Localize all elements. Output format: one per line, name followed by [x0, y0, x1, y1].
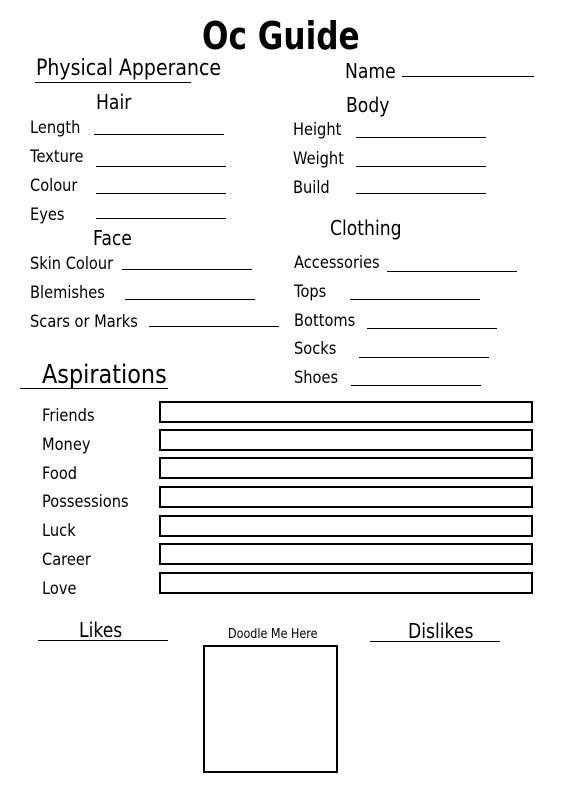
- height-label: Height: [293, 120, 342, 140]
- possessions-label: Possessions: [42, 492, 129, 512]
- accessories-label: Accessories: [294, 253, 380, 273]
- texture-label: Texture: [30, 147, 84, 167]
- bottoms-field[interactable]: [367, 328, 497, 329]
- aspirations-heading: Aspirations: [42, 360, 167, 390]
- hair-heading: Hair: [96, 90, 132, 114]
- build-field[interactable]: [356, 193, 486, 194]
- weight-label: Weight: [293, 149, 344, 169]
- love-label: Love: [42, 579, 77, 599]
- friends-label: Friends: [42, 406, 95, 426]
- friends-box[interactable]: [159, 401, 533, 423]
- socks-field[interactable]: [359, 357, 489, 358]
- luck-box[interactable]: [159, 515, 533, 537]
- likes-heading: Likes: [79, 618, 123, 642]
- eyes-field[interactable]: [96, 218, 226, 219]
- name-field[interactable]: [402, 76, 534, 77]
- doodle-label: Doodle Me Here: [228, 627, 318, 642]
- blemishes-field[interactable]: [125, 299, 255, 300]
- skin-colour-label: Skin Colour: [30, 254, 114, 274]
- bottoms-label: Bottoms: [294, 311, 356, 331]
- dislikes-underline: [370, 641, 500, 642]
- likes-underline: [38, 640, 168, 641]
- money-box[interactable]: [159, 429, 533, 451]
- page-title: Oc Guide: [202, 14, 360, 58]
- skin-colour-field[interactable]: [122, 269, 252, 270]
- length-label: Length: [30, 118, 81, 138]
- scars-field[interactable]: [149, 326, 279, 327]
- eyes-label: Eyes: [30, 205, 65, 225]
- build-label: Build: [293, 178, 330, 198]
- height-field[interactable]: [356, 137, 486, 138]
- body-heading: Body: [346, 93, 390, 117]
- career-label: Career: [42, 550, 91, 570]
- physical-appearance-heading: Physical Apperance: [36, 56, 221, 81]
- face-heading: Face: [93, 226, 132, 250]
- length-field[interactable]: [94, 134, 224, 135]
- blemishes-label: Blemishes: [30, 283, 105, 303]
- scars-label: Scars or Marks: [30, 312, 138, 332]
- accessories-field[interactable]: [387, 271, 517, 272]
- possessions-box[interactable]: [159, 486, 533, 508]
- weight-field[interactable]: [356, 166, 486, 167]
- name-label: Name: [345, 59, 396, 83]
- food-box[interactable]: [159, 457, 533, 479]
- career-box[interactable]: [159, 543, 533, 565]
- shoes-label: Shoes: [294, 368, 339, 388]
- socks-label: Socks: [294, 339, 337, 359]
- texture-field[interactable]: [96, 166, 226, 167]
- doodle-box[interactable]: [203, 645, 338, 773]
- clothing-heading: Clothing: [330, 216, 402, 240]
- shoes-field[interactable]: [351, 385, 481, 386]
- tops-label: Tops: [294, 282, 327, 302]
- food-label: Food: [42, 464, 78, 484]
- colour-field[interactable]: [96, 193, 226, 194]
- love-box[interactable]: [159, 572, 533, 594]
- aspirations-underline: [20, 388, 168, 389]
- physical-heading-underline: [35, 82, 191, 83]
- dislikes-heading: Dislikes: [408, 619, 474, 643]
- luck-label: Luck: [42, 521, 76, 541]
- money-label: Money: [42, 435, 91, 455]
- tops-field[interactable]: [350, 299, 480, 300]
- colour-label: Colour: [30, 176, 78, 196]
